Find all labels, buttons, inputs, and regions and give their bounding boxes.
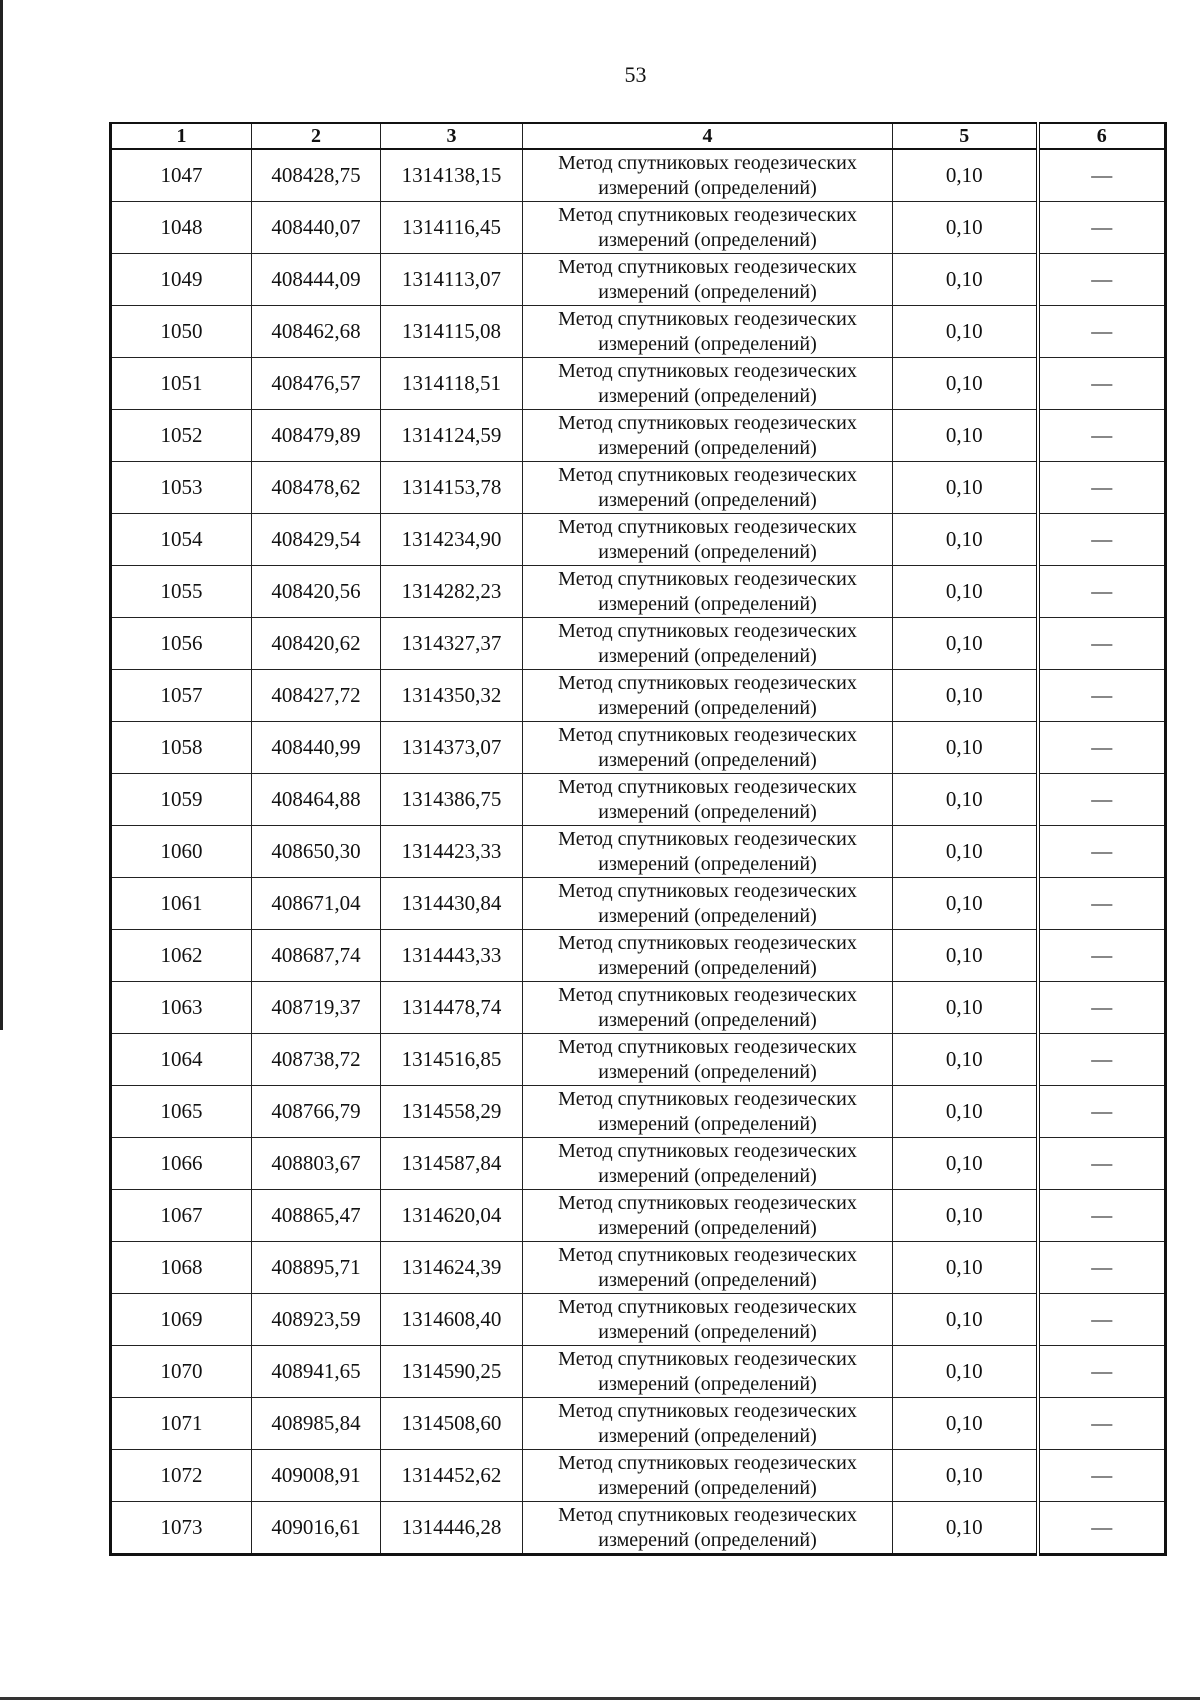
method-line-1: Метод спутниковых геодезических [558,1503,857,1526]
method-line-2: измерений (определений) [598,1060,817,1083]
point-number-cell: 1050 [111,306,252,358]
y-coordinate-cell: 1314624,39 [381,1242,523,1294]
table-header [111,123,1166,149]
table-row [111,358,1166,410]
method-line-2: измерений (определений) [598,904,817,927]
header-cell-4: 4 [523,123,893,149]
dash-cell: — [1038,1086,1166,1138]
accuracy-cell: 0,10 [893,1502,1038,1555]
table-row [111,462,1166,514]
y-coordinate-cell: 1314386,75 [381,774,523,826]
accuracy-cell: 0,10 [893,1294,1038,1346]
table-row [111,930,1166,982]
x-coordinate-cell: 408476,57 [252,358,381,410]
method-cell [523,1190,893,1242]
point-number-cell: 1053 [111,462,252,514]
method-cell [523,462,893,514]
method-line-2: измерений (определений) [598,488,817,511]
x-coordinate-cell: 408444,09 [252,254,381,306]
accuracy-cell: 0,10 [893,1242,1038,1294]
point-number-cell: 1065 [111,1086,252,1138]
point-number-cell: 1063 [111,982,252,1034]
method-line-2: измерений (определений) [598,1372,817,1395]
point-number-cell: 1049 [111,254,252,306]
x-coordinate-cell: 408895,71 [252,1242,381,1294]
dash-cell: — [1038,1502,1166,1555]
x-coordinate-cell: 408738,72 [252,1034,381,1086]
method-line-2: измерений (определений) [598,696,817,719]
method-cell [523,618,893,670]
method-cell [523,1450,893,1502]
point-number-cell: 1052 [111,410,252,462]
header-cell-3: 3 [381,123,523,149]
point-number-cell: 1057 [111,670,252,722]
x-coordinate-cell: 408462,68 [252,306,381,358]
method-line-2: измерений (определений) [598,852,817,875]
y-coordinate-cell: 1314113,07 [381,254,523,306]
method-line-1: Метод спутниковых геодезических [558,1347,857,1370]
method-cell [523,1034,893,1086]
point-number-cell: 1068 [111,1242,252,1294]
dash-cell: — [1038,1138,1166,1190]
table-row [111,306,1166,358]
accuracy-cell: 0,10 [893,878,1038,930]
method-cell [523,1294,893,1346]
dash-cell: — [1038,514,1166,566]
method-cell [523,1346,893,1398]
x-coordinate-cell: 408420,62 [252,618,381,670]
method-line-1: Метод спутниковых геодезических [558,515,857,538]
header-cell-5: 5 [893,123,1038,149]
table-row [111,566,1166,618]
dash-cell: — [1038,878,1166,930]
y-coordinate-cell: 1314138,15 [381,149,523,202]
point-number-cell: 1059 [111,774,252,826]
page-number: 53 [624,62,647,87]
point-number-cell: 1055 [111,566,252,618]
accuracy-cell: 0,10 [893,358,1038,410]
x-coordinate-cell: 409016,61 [252,1502,381,1555]
table-row [111,202,1166,254]
method-line-1: Метод спутниковых геодезических [558,827,857,850]
point-number-cell: 1064 [111,1034,252,1086]
dash-cell: — [1038,566,1166,618]
point-number-cell: 1048 [111,202,252,254]
method-line-1: Метод спутниковых геодезических [558,1139,857,1162]
accuracy-cell: 0,10 [893,1086,1038,1138]
method-line-2: измерений (определений) [598,1476,817,1499]
method-line-2: измерений (определений) [598,1528,817,1551]
method-line-2: измерений (определений) [598,1112,817,1135]
scan-bottom-edge [0,1697,1200,1700]
point-number-cell: 1070 [111,1346,252,1398]
y-coordinate-cell: 1314430,84 [381,878,523,930]
method-line-2: измерений (определений) [598,1008,817,1031]
table-row [111,149,1166,202]
x-coordinate-cell: 408671,04 [252,878,381,930]
y-coordinate-cell: 1314327,37 [381,618,523,670]
table-row [111,514,1166,566]
accuracy-cell: 0,10 [893,306,1038,358]
x-coordinate-cell: 408478,62 [252,462,381,514]
x-coordinate-cell: 408420,56 [252,566,381,618]
y-coordinate-cell: 1314350,32 [381,670,523,722]
accuracy-cell: 0,10 [893,1034,1038,1086]
point-number-cell: 1073 [111,1502,252,1555]
method-line-1: Метод спутниковых геодезических [558,307,857,330]
method-cell [523,982,893,1034]
point-number-cell: 1058 [111,722,252,774]
y-coordinate-cell: 1314620,04 [381,1190,523,1242]
table-row [111,722,1166,774]
y-coordinate-cell: 1314478,74 [381,982,523,1034]
x-coordinate-cell: 408650,30 [252,826,381,878]
method-line-1: Метод спутниковых геодезических [558,983,857,1006]
method-line-1: Метод спутниковых геодезических [558,411,857,434]
method-cell [523,202,893,254]
x-coordinate-cell: 408766,79 [252,1086,381,1138]
method-cell [523,878,893,930]
x-coordinate-cell: 408719,37 [252,982,381,1034]
dash-cell: — [1038,982,1166,1034]
method-line-2: измерений (определений) [598,436,817,459]
y-coordinate-cell: 1314608,40 [381,1294,523,1346]
dash-cell: — [1038,774,1166,826]
x-coordinate-cell: 409008,91 [252,1450,381,1502]
point-number-cell: 1056 [111,618,252,670]
method-cell [523,930,893,982]
table-row [111,1502,1166,1555]
scan-left-edge [0,0,3,1030]
y-coordinate-cell: 1314443,33 [381,930,523,982]
accuracy-cell: 0,10 [893,1138,1038,1190]
dash-cell: — [1038,358,1166,410]
accuracy-cell: 0,10 [893,1450,1038,1502]
table-row [111,774,1166,826]
table-row [111,618,1166,670]
point-number-cell: 1060 [111,826,252,878]
method-cell [523,826,893,878]
table-row [111,1398,1166,1450]
x-coordinate-cell: 408440,07 [252,202,381,254]
y-coordinate-cell: 1314508,60 [381,1398,523,1450]
method-line-2: измерений (определений) [598,748,817,771]
y-coordinate-cell: 1314115,08 [381,306,523,358]
method-line-2: измерений (определений) [598,228,817,251]
x-coordinate-cell: 408440,99 [252,722,381,774]
point-number-cell: 1054 [111,514,252,566]
x-coordinate-cell: 408803,67 [252,1138,381,1190]
method-line-2: измерений (определений) [598,1268,817,1291]
accuracy-cell: 0,10 [893,618,1038,670]
method-line-2: измерений (определений) [598,280,817,303]
accuracy-cell: 0,10 [893,462,1038,514]
point-number-cell: 1067 [111,1190,252,1242]
method-line-2: измерений (определений) [598,332,817,355]
method-line-1: Метод спутниковых геодезических [558,1451,857,1474]
table-body [111,149,1166,1555]
accuracy-cell: 0,10 [893,1346,1038,1398]
method-line-2: измерений (определений) [598,1424,817,1447]
method-cell [523,514,893,566]
method-cell [523,774,893,826]
method-line-2: измерений (определений) [598,956,817,979]
dash-cell: — [1038,462,1166,514]
method-line-1: Метод спутниковых геодезических [558,1243,857,1266]
method-cell [523,358,893,410]
coordinates-table [109,122,1167,1556]
y-coordinate-cell: 1314373,07 [381,722,523,774]
dash-cell: — [1038,306,1166,358]
dash-cell: — [1038,254,1166,306]
header-cell-1: 1 [111,123,252,149]
table-row [111,982,1166,1034]
dash-cell: — [1038,1190,1166,1242]
y-coordinate-cell: 1314558,29 [381,1086,523,1138]
accuracy-cell: 0,10 [893,514,1038,566]
method-cell [523,410,893,462]
y-coordinate-cell: 1314116,45 [381,202,523,254]
method-line-2: измерений (определений) [598,800,817,823]
method-cell [523,1502,893,1555]
dash-cell: — [1038,1450,1166,1502]
y-coordinate-cell: 1314446,28 [381,1502,523,1555]
y-coordinate-cell: 1314124,59 [381,410,523,462]
x-coordinate-cell: 408429,54 [252,514,381,566]
accuracy-cell: 0,10 [893,254,1038,306]
method-cell [523,149,893,202]
dash-cell: — [1038,202,1166,254]
x-coordinate-cell: 408865,47 [252,1190,381,1242]
x-coordinate-cell: 408464,88 [252,774,381,826]
method-line-1: Метод спутниковых геодезических [558,567,857,590]
header-row [111,123,1166,149]
table-row [111,1242,1166,1294]
table-row [111,1190,1166,1242]
method-cell [523,1398,893,1450]
dash-cell: — [1038,1346,1166,1398]
accuracy-cell: 0,10 [893,566,1038,618]
method-line-1: Метод спутниковых геодезических [558,463,857,486]
method-line-1: Метод спутниковых геодезических [558,879,857,902]
method-line-2: измерений (определений) [598,644,817,667]
accuracy-cell: 0,10 [893,982,1038,1034]
accuracy-cell: 0,10 [893,774,1038,826]
y-coordinate-cell: 1314452,62 [381,1450,523,1502]
y-coordinate-cell: 1314587,84 [381,1138,523,1190]
table-row [111,1294,1166,1346]
y-coordinate-cell: 1314590,25 [381,1346,523,1398]
method-line-1: Метод спутниковых геодезических [558,619,857,642]
method-cell [523,1086,893,1138]
table-row [111,1086,1166,1138]
method-line-1: Метод спутниковых геодезических [558,931,857,954]
point-number-cell: 1047 [111,149,252,202]
dash-cell: — [1038,930,1166,982]
y-coordinate-cell: 1314282,23 [381,566,523,618]
method-line-1: Метод спутниковых геодезических [558,775,857,798]
y-coordinate-cell: 1314516,85 [381,1034,523,1086]
method-cell [523,722,893,774]
method-cell [523,254,893,306]
method-line-2: измерений (определений) [598,176,817,199]
accuracy-cell: 0,10 [893,826,1038,878]
dash-cell: — [1038,1034,1166,1086]
dash-cell: — [1038,618,1166,670]
x-coordinate-cell: 408479,89 [252,410,381,462]
accuracy-cell: 0,10 [893,202,1038,254]
method-line-1: Метод спутниковых геодезических [558,151,857,174]
accuracy-cell: 0,10 [893,722,1038,774]
table-row [111,410,1166,462]
dash-cell: — [1038,410,1166,462]
method-line-1: Метод спутниковых геодезических [558,1399,857,1422]
y-coordinate-cell: 1314118,51 [381,358,523,410]
x-coordinate-cell: 408687,74 [252,930,381,982]
header-cell-6: 6 [1038,123,1166,149]
method-cell [523,566,893,618]
point-number-cell: 1051 [111,358,252,410]
x-coordinate-cell: 408941,65 [252,1346,381,1398]
method-line-1: Метод спутниковых геодезических [558,203,857,226]
method-line-1: Метод спутниковых геодезических [558,359,857,382]
point-number-cell: 1072 [111,1450,252,1502]
method-line-1: Метод спутниковых геодезических [558,255,857,278]
method-line-2: измерений (определений) [598,540,817,563]
point-number-cell: 1066 [111,1138,252,1190]
method-line-2: измерений (определений) [598,1164,817,1187]
table-row [111,878,1166,930]
table-row [111,826,1166,878]
method-line-1: Метод спутниковых геодезических [558,723,857,746]
table-row [111,1138,1166,1190]
x-coordinate-cell: 408923,59 [252,1294,381,1346]
method-line-1: Метод спутниковых геодезических [558,1087,857,1110]
method-line-1: Метод спутниковых геодезических [558,671,857,694]
accuracy-cell: 0,10 [893,149,1038,202]
method-cell [523,1242,893,1294]
dash-cell: — [1038,826,1166,878]
y-coordinate-cell: 1314423,33 [381,826,523,878]
accuracy-cell: 0,10 [893,1190,1038,1242]
method-line-2: измерений (определений) [598,592,817,615]
method-cell [523,306,893,358]
accuracy-cell: 0,10 [893,930,1038,982]
point-number-cell: 1069 [111,1294,252,1346]
point-number-cell: 1071 [111,1398,252,1450]
x-coordinate-cell: 408985,84 [252,1398,381,1450]
x-coordinate-cell: 408428,75 [252,149,381,202]
y-coordinate-cell: 1314153,78 [381,462,523,514]
dash-cell: — [1038,1294,1166,1346]
method-line-2: измерений (определений) [598,384,817,407]
y-coordinate-cell: 1314234,90 [381,514,523,566]
dash-cell: — [1038,722,1166,774]
dash-cell: — [1038,1242,1166,1294]
table-row [111,1034,1166,1086]
point-number-cell: 1061 [111,878,252,930]
method-cell [523,670,893,722]
dash-cell: — [1038,1398,1166,1450]
table-row [111,1450,1166,1502]
dash-cell: — [1038,149,1166,202]
accuracy-cell: 0,10 [893,670,1038,722]
accuracy-cell: 0,10 [893,1398,1038,1450]
method-line-2: измерений (определений) [598,1216,817,1239]
header-cell-2: 2 [252,123,381,149]
dash-cell: — [1038,670,1166,722]
method-line-1: Метод спутниковых геодезических [558,1295,857,1318]
x-coordinate-cell: 408427,72 [252,670,381,722]
method-line-1: Метод спутниковых геодезических [558,1035,857,1058]
table-row [111,670,1166,722]
table-row [111,1346,1166,1398]
method-line-2: измерений (определений) [598,1320,817,1343]
method-line-1: Метод спутниковых геодезических [558,1191,857,1214]
table-row [111,254,1166,306]
accuracy-cell: 0,10 [893,410,1038,462]
method-cell [523,1138,893,1190]
coordinates-table-wrapper [109,122,1164,1556]
point-number-cell: 1062 [111,930,252,982]
